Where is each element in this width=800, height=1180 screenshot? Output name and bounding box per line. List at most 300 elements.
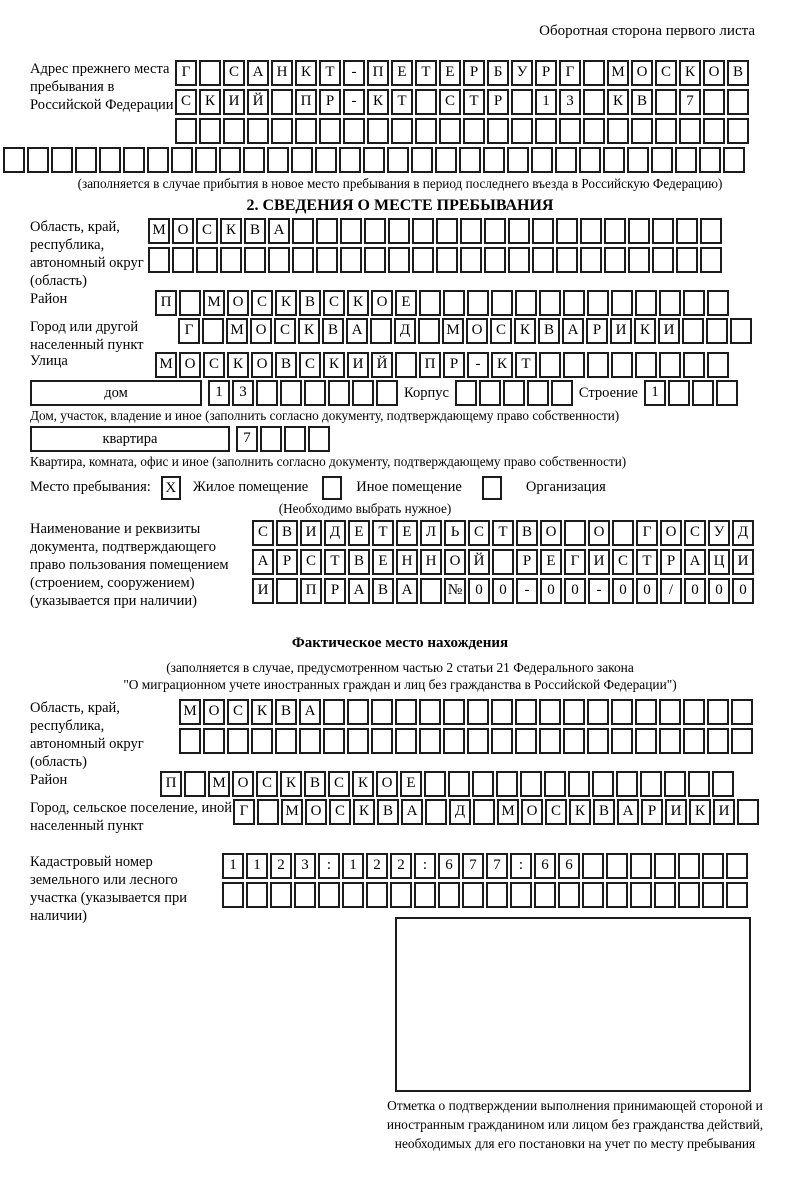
char-cell[interactable]: В <box>322 318 344 344</box>
char-cell[interactable]: Т <box>319 60 341 86</box>
char-cell[interactable]: Р <box>463 60 485 86</box>
char-cell[interactable]: Й <box>247 89 269 115</box>
char-cell[interactable] <box>532 218 554 244</box>
char-cell[interactable]: К <box>323 352 345 378</box>
char-cell[interactable]: С <box>175 89 197 115</box>
char-cell[interactable] <box>730 318 752 344</box>
char-cell[interactable] <box>148 247 170 273</box>
char-cell[interactable] <box>635 352 657 378</box>
char-cell[interactable] <box>387 147 409 173</box>
char-cell[interactable]: Й <box>371 352 393 378</box>
char-cell[interactable]: 6 <box>558 853 580 879</box>
char-cell[interactable] <box>172 247 194 273</box>
char-cell[interactable] <box>347 728 369 754</box>
char-cell[interactable]: С <box>328 771 350 797</box>
char-cell[interactable]: Ь <box>444 520 466 546</box>
char-cell[interactable] <box>455 380 477 406</box>
char-cell[interactable]: Г <box>175 60 197 86</box>
char-cell[interactable]: О <box>179 352 201 378</box>
char-cell[interactable]: С <box>274 318 296 344</box>
char-cell[interactable] <box>563 699 585 725</box>
char-cell[interactable] <box>652 218 674 244</box>
char-cell[interactable]: 7 <box>486 853 508 879</box>
char-cell[interactable]: Т <box>324 549 346 575</box>
char-cell[interactable]: Р <box>535 60 557 86</box>
char-cell[interactable]: И <box>732 549 754 575</box>
char-cell[interactable] <box>604 247 626 273</box>
char-cell[interactable] <box>443 728 465 754</box>
char-cell[interactable]: Т <box>391 89 413 115</box>
char-cell[interactable] <box>467 290 489 316</box>
char-cell[interactable] <box>659 699 681 725</box>
char-cell[interactable]: 0 <box>684 578 706 604</box>
char-cell[interactable]: С <box>439 89 461 115</box>
char-cell[interactable]: И <box>223 89 245 115</box>
char-cell[interactable] <box>391 118 413 144</box>
char-cell[interactable] <box>390 882 412 908</box>
char-cell[interactable]: И <box>610 318 632 344</box>
char-cell[interactable] <box>688 771 710 797</box>
char-cell[interactable] <box>606 853 628 879</box>
char-cell[interactable]: К <box>634 318 656 344</box>
char-cell[interactable]: К <box>199 89 221 115</box>
char-cell[interactable] <box>555 147 577 173</box>
char-cell[interactable] <box>411 147 433 173</box>
char-cell[interactable] <box>515 290 537 316</box>
char-cell[interactable] <box>563 352 585 378</box>
char-cell[interactable] <box>223 118 245 144</box>
char-cell[interactable] <box>628 218 650 244</box>
char-cell[interactable]: П <box>300 578 322 604</box>
char-cell[interactable]: № <box>444 578 466 604</box>
char-cell[interactable]: Т <box>515 352 537 378</box>
char-cell[interactable]: С <box>256 771 278 797</box>
char-cell[interactable] <box>370 318 392 344</box>
char-cell[interactable]: 0 <box>492 578 514 604</box>
char-cell[interactable]: Р <box>641 799 663 825</box>
char-cell[interactable] <box>275 728 297 754</box>
char-cell[interactable] <box>628 247 650 273</box>
char-cell[interactable] <box>256 380 278 406</box>
char-cell[interactable]: О <box>227 290 249 316</box>
char-cell[interactable] <box>292 247 314 273</box>
char-cell[interactable]: М <box>497 799 519 825</box>
char-cell[interactable]: О <box>232 771 254 797</box>
char-cell[interactable]: 0 <box>564 578 586 604</box>
char-cell[interactable] <box>438 882 460 908</box>
char-cell[interactable]: - <box>343 60 365 86</box>
char-cell[interactable] <box>496 771 518 797</box>
char-cell[interactable] <box>467 699 489 725</box>
char-cell[interactable] <box>202 318 224 344</box>
char-cell[interactable] <box>316 218 338 244</box>
char-cell[interactable] <box>315 147 337 173</box>
char-cell[interactable]: А <box>268 218 290 244</box>
char-cell[interactable] <box>630 853 652 879</box>
char-cell[interactable]: К <box>251 699 273 725</box>
char-cell[interactable] <box>412 218 434 244</box>
char-cell[interactable] <box>220 247 242 273</box>
char-cell[interactable] <box>419 728 441 754</box>
char-cell[interactable] <box>611 290 633 316</box>
char-cell[interactable] <box>716 380 738 406</box>
char-cell[interactable]: В <box>727 60 749 86</box>
char-cell[interactable] <box>635 728 657 754</box>
char-cell[interactable] <box>579 147 601 173</box>
char-cell[interactable] <box>703 118 725 144</box>
char-cell[interactable] <box>203 728 225 754</box>
char-cell[interactable]: 1 <box>342 853 364 879</box>
char-cell[interactable] <box>580 247 602 273</box>
char-cell[interactable]: С <box>223 60 245 86</box>
char-cell[interactable]: 6 <box>438 853 460 879</box>
char-cell[interactable] <box>654 853 676 879</box>
char-cell[interactable]: К <box>295 60 317 86</box>
char-cell[interactable] <box>683 290 705 316</box>
char-cell[interactable] <box>539 728 561 754</box>
char-cell[interactable]: О <box>371 290 393 316</box>
char-cell[interactable] <box>316 247 338 273</box>
char-cell[interactable] <box>603 147 625 173</box>
char-cell[interactable] <box>271 89 293 115</box>
char-cell[interactable] <box>503 380 525 406</box>
char-cell[interactable]: К <box>352 771 374 797</box>
char-cell[interactable]: В <box>299 290 321 316</box>
char-cell[interactable] <box>544 771 566 797</box>
char-cell[interactable] <box>659 352 681 378</box>
char-cell[interactable] <box>587 290 609 316</box>
char-cell[interactable]: С <box>203 352 225 378</box>
char-cell[interactable]: К <box>569 799 591 825</box>
char-cell[interactable]: О <box>251 352 273 378</box>
char-cell[interactable] <box>294 882 316 908</box>
char-cell[interactable] <box>699 147 721 173</box>
char-cell[interactable]: О <box>703 60 725 86</box>
char-cell[interactable] <box>460 247 482 273</box>
char-cell[interactable] <box>246 882 268 908</box>
char-cell[interactable]: 7 <box>236 426 258 452</box>
char-cell[interactable] <box>655 118 677 144</box>
char-cell[interactable] <box>291 147 313 173</box>
char-cell[interactable] <box>492 549 514 575</box>
char-cell[interactable]: 1 <box>208 380 230 406</box>
char-cell[interactable] <box>491 699 513 725</box>
char-cell[interactable] <box>587 352 609 378</box>
char-cell[interactable]: Й <box>468 549 490 575</box>
char-cell[interactable] <box>487 118 509 144</box>
char-cell[interactable]: С <box>612 549 634 575</box>
char-cell[interactable] <box>563 728 585 754</box>
char-cell[interactable]: Н <box>420 549 442 575</box>
char-cell[interactable] <box>611 728 633 754</box>
char-cell[interactable]: С <box>227 699 249 725</box>
char-cell[interactable] <box>583 118 605 144</box>
char-cell[interactable] <box>308 426 330 452</box>
char-cell[interactable]: Г <box>233 799 255 825</box>
char-cell[interactable]: П <box>419 352 441 378</box>
char-cell[interactable] <box>678 882 700 908</box>
char-cell[interactable]: П <box>295 89 317 115</box>
char-cell[interactable]: О <box>376 771 398 797</box>
char-cell[interactable] <box>712 771 734 797</box>
char-cell[interactable]: О <box>250 318 272 344</box>
char-cell[interactable]: А <box>401 799 423 825</box>
char-cell[interactable] <box>419 290 441 316</box>
char-cell[interactable]: 7 <box>679 89 701 115</box>
char-cell[interactable]: К <box>689 799 711 825</box>
char-cell[interactable] <box>418 318 440 344</box>
char-cell[interactable]: К <box>347 290 369 316</box>
char-cell[interactable] <box>564 520 586 546</box>
char-cell[interactable] <box>227 728 249 754</box>
checkbox-other-premises[interactable] <box>322 476 342 500</box>
char-cell[interactable] <box>654 882 676 908</box>
char-cell[interactable]: И <box>588 549 610 575</box>
char-cell[interactable]: - <box>588 578 610 604</box>
char-cell[interactable] <box>531 147 553 173</box>
char-cell[interactable]: С <box>252 520 274 546</box>
char-cell[interactable]: 0 <box>540 578 562 604</box>
char-cell[interactable]: А <box>247 60 269 86</box>
char-cell[interactable] <box>388 247 410 273</box>
char-cell[interactable]: 1 <box>535 89 557 115</box>
char-cell[interactable]: : <box>510 853 532 879</box>
char-cell[interactable] <box>535 118 557 144</box>
char-cell[interactable] <box>179 290 201 316</box>
char-cell[interactable] <box>367 118 389 144</box>
char-cell[interactable]: Р <box>319 89 341 115</box>
char-cell[interactable]: У <box>511 60 533 86</box>
char-cell[interactable] <box>563 290 585 316</box>
char-cell[interactable] <box>420 578 442 604</box>
checkbox-residential[interactable]: X <box>161 476 181 500</box>
char-cell[interactable] <box>707 699 729 725</box>
house-type-box[interactable]: дом <box>30 380 202 406</box>
char-cell[interactable]: А <box>396 578 418 604</box>
char-cell[interactable] <box>659 290 681 316</box>
char-cell[interactable] <box>737 799 759 825</box>
char-cell[interactable]: Е <box>372 549 394 575</box>
char-cell[interactable] <box>363 147 385 173</box>
char-cell[interactable]: К <box>220 218 242 244</box>
char-cell[interactable] <box>196 247 218 273</box>
char-cell[interactable] <box>395 352 417 378</box>
char-cell[interactable] <box>640 771 662 797</box>
char-cell[interactable] <box>284 426 306 452</box>
char-cell[interactable] <box>247 118 269 144</box>
char-cell[interactable] <box>3 147 25 173</box>
char-cell[interactable]: Г <box>559 60 581 86</box>
char-cell[interactable] <box>260 426 282 452</box>
char-cell[interactable] <box>611 699 633 725</box>
char-cell[interactable] <box>659 728 681 754</box>
char-cell[interactable]: А <box>684 549 706 575</box>
char-cell[interactable]: В <box>275 699 297 725</box>
char-cell[interactable]: Б <box>487 60 509 86</box>
char-cell[interactable]: С <box>299 352 321 378</box>
char-cell[interactable]: 0 <box>612 578 634 604</box>
char-cell[interactable] <box>587 728 609 754</box>
char-cell[interactable]: О <box>521 799 543 825</box>
char-cell[interactable] <box>580 218 602 244</box>
char-cell[interactable]: Д <box>394 318 416 344</box>
char-cell[interactable]: Т <box>463 89 485 115</box>
char-cell[interactable] <box>511 89 533 115</box>
char-cell[interactable] <box>352 380 374 406</box>
char-cell[interactable] <box>179 728 201 754</box>
char-cell[interactable] <box>583 89 605 115</box>
char-cell[interactable] <box>147 147 169 173</box>
char-cell[interactable]: Е <box>400 771 422 797</box>
char-cell[interactable] <box>651 147 673 173</box>
char-cell[interactable]: 3 <box>559 89 581 115</box>
char-cell[interactable] <box>559 118 581 144</box>
char-cell[interactable]: Г <box>564 549 586 575</box>
char-cell[interactable] <box>467 728 489 754</box>
char-cell[interactable] <box>219 147 241 173</box>
char-cell[interactable]: С <box>468 520 490 546</box>
char-cell[interactable]: С <box>329 799 351 825</box>
char-cell[interactable] <box>343 118 365 144</box>
char-cell[interactable] <box>606 882 628 908</box>
char-cell[interactable]: В <box>631 89 653 115</box>
char-cell[interactable] <box>635 290 657 316</box>
char-cell[interactable]: О <box>172 218 194 244</box>
char-cell[interactable]: - <box>343 89 365 115</box>
char-cell[interactable] <box>484 247 506 273</box>
char-cell[interactable]: Е <box>439 60 461 86</box>
char-cell[interactable]: С <box>684 520 706 546</box>
char-cell[interactable] <box>604 218 626 244</box>
char-cell[interactable] <box>267 147 289 173</box>
char-cell[interactable] <box>707 728 729 754</box>
char-cell[interactable] <box>551 380 573 406</box>
char-cell[interactable] <box>727 118 749 144</box>
char-cell[interactable]: С <box>545 799 567 825</box>
char-cell[interactable]: М <box>226 318 248 344</box>
char-cell[interactable]: И <box>300 520 322 546</box>
char-cell[interactable]: А <box>348 578 370 604</box>
char-cell[interactable] <box>340 218 362 244</box>
char-cell[interactable] <box>395 699 417 725</box>
char-cell[interactable] <box>280 380 302 406</box>
char-cell[interactable] <box>675 147 697 173</box>
char-cell[interactable]: М <box>208 771 230 797</box>
char-cell[interactable]: В <box>593 799 615 825</box>
char-cell[interactable]: С <box>323 290 345 316</box>
char-cell[interactable] <box>676 247 698 273</box>
char-cell[interactable]: К <box>280 771 302 797</box>
char-cell[interactable]: 3 <box>232 380 254 406</box>
char-cell[interactable] <box>731 699 753 725</box>
char-cell[interactable] <box>319 118 341 144</box>
char-cell[interactable] <box>323 699 345 725</box>
char-cell[interactable] <box>592 771 614 797</box>
char-cell[interactable] <box>304 380 326 406</box>
char-cell[interactable] <box>582 882 604 908</box>
char-cell[interactable] <box>655 89 677 115</box>
char-cell[interactable] <box>328 380 350 406</box>
char-cell[interactable] <box>616 771 638 797</box>
char-cell[interactable] <box>727 89 749 115</box>
char-cell[interactable] <box>339 147 361 173</box>
char-cell[interactable]: Л <box>420 520 442 546</box>
char-cell[interactable] <box>251 728 273 754</box>
char-cell[interactable] <box>483 147 505 173</box>
char-cell[interactable]: Р <box>324 578 346 604</box>
char-cell[interactable] <box>702 882 724 908</box>
char-cell[interactable]: Г <box>178 318 200 344</box>
char-cell[interactable]: К <box>679 60 701 86</box>
char-cell[interactable] <box>439 118 461 144</box>
char-cell[interactable] <box>511 118 533 144</box>
char-cell[interactable] <box>435 147 457 173</box>
char-cell[interactable] <box>702 853 724 879</box>
char-cell[interactable]: С <box>490 318 512 344</box>
char-cell[interactable]: А <box>617 799 639 825</box>
char-cell[interactable] <box>627 147 649 173</box>
char-cell[interactable] <box>75 147 97 173</box>
char-cell[interactable]: У <box>708 520 730 546</box>
char-cell[interactable]: : <box>414 853 436 879</box>
char-cell[interactable]: В <box>372 578 394 604</box>
char-cell[interactable]: И <box>658 318 680 344</box>
char-cell[interactable]: 0 <box>636 578 658 604</box>
char-cell[interactable]: О <box>660 520 682 546</box>
char-cell[interactable] <box>682 318 704 344</box>
char-cell[interactable]: В <box>516 520 538 546</box>
char-cell[interactable] <box>515 699 537 725</box>
char-cell[interactable] <box>473 799 495 825</box>
char-cell[interactable]: 1 <box>246 853 268 879</box>
char-cell[interactable]: М <box>281 799 303 825</box>
char-cell[interactable]: И <box>347 352 369 378</box>
char-cell[interactable] <box>323 728 345 754</box>
char-cell[interactable] <box>683 728 705 754</box>
char-cell[interactable] <box>692 380 714 406</box>
char-cell[interactable]: Т <box>415 60 437 86</box>
checkbox-organization[interactable] <box>482 476 502 500</box>
char-cell[interactable]: Г <box>636 520 658 546</box>
char-cell[interactable] <box>587 699 609 725</box>
char-cell[interactable]: И <box>665 799 687 825</box>
char-cell[interactable] <box>243 147 265 173</box>
char-cell[interactable] <box>568 771 590 797</box>
char-cell[interactable] <box>347 699 369 725</box>
char-cell[interactable] <box>507 147 529 173</box>
char-cell[interactable] <box>292 218 314 244</box>
char-cell[interactable] <box>700 218 722 244</box>
char-cell[interactable] <box>664 771 686 797</box>
char-cell[interactable]: К <box>367 89 389 115</box>
char-cell[interactable] <box>371 699 393 725</box>
char-cell[interactable] <box>171 147 193 173</box>
char-cell[interactable]: 7 <box>462 853 484 879</box>
char-cell[interactable]: Р <box>276 549 298 575</box>
char-cell[interactable] <box>199 60 221 86</box>
char-cell[interactable] <box>668 380 690 406</box>
char-cell[interactable]: Е <box>395 290 417 316</box>
char-cell[interactable]: Р <box>516 549 538 575</box>
char-cell[interactable] <box>462 882 484 908</box>
char-cell[interactable] <box>99 147 121 173</box>
char-cell[interactable] <box>731 728 753 754</box>
char-cell[interactable]: К <box>353 799 375 825</box>
char-cell[interactable]: 0 <box>732 578 754 604</box>
char-cell[interactable] <box>491 290 513 316</box>
char-cell[interactable] <box>472 771 494 797</box>
char-cell[interactable]: С <box>251 290 273 316</box>
